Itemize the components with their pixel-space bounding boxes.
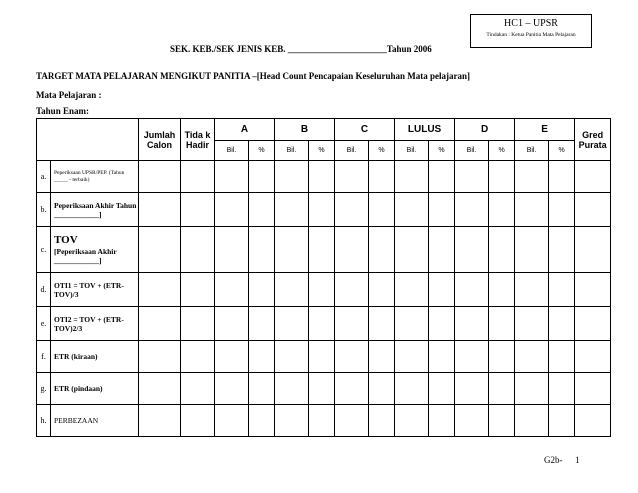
row-label: [Peperiksaan Akhir ____________] [54, 247, 117, 266]
row-label: OTI2 = TOV + (ETR-TOV)2/3 [51, 307, 139, 341]
e-pct-header: % [549, 141, 575, 161]
table-row [37, 193, 611, 227]
grade-a-header: A [215, 119, 275, 141]
school-line: SEK. KEB./SEK JENIS KEB. ______________________Tahun 2006 [170, 44, 432, 54]
row-letter: c. [37, 227, 51, 273]
row-label: OTI1 = TOV + (ETR-TOV)/3 [51, 273, 139, 307]
row-letter: b. [37, 193, 51, 227]
a-bil-header: Bil. [215, 141, 249, 161]
page-number: 1 [575, 455, 580, 465]
b-pct-header: % [309, 141, 335, 161]
row-label: ETR (kiraan) [51, 341, 139, 373]
b-bil-header: Bil. [275, 141, 309, 161]
row-label-cell [51, 227, 139, 273]
row-label: Peperiksaan UPSR/PEP. (Tahun _____ - terbaik) [51, 161, 139, 193]
e-bil-header: Bil. [515, 141, 549, 161]
row-letter: f. [37, 341, 51, 373]
d-pct-header: % [489, 141, 515, 161]
form-action-note: Tindakan : Ketua Panitia Mata Pelajaran [486, 32, 576, 38]
lulus-bil-header: Bil. [395, 141, 429, 161]
table-row [37, 273, 611, 307]
target-title: TARGET MATA PELAJARAN MENGIKUT PANITIA –[Head Count Pencapaian Keseluruhan Mata pelajaran] [36, 71, 471, 81]
year-label: Tahun Enam: [36, 106, 89, 116]
tov-label: TOV [54, 233, 78, 246]
grade-c-header: C [335, 119, 395, 141]
table-row [37, 373, 611, 405]
table-row [37, 307, 611, 341]
a-pct-header: % [249, 141, 275, 161]
table-row [37, 341, 611, 373]
page-footer [544, 455, 580, 465]
gred-purata-header: Gred Purata [575, 119, 611, 161]
row-label: Peperiksaan Akhir Tahun ____________] [51, 193, 139, 227]
grade-b-header: B [275, 119, 335, 141]
table-row [37, 405, 611, 437]
subject-label: Mata Pelajaran : [36, 90, 102, 100]
footer-code: G2b- [544, 455, 563, 465]
grade-d-header: D [455, 119, 515, 141]
grade-e-header: E [515, 119, 575, 141]
lulus-header: LULUS [395, 119, 455, 141]
target-table [36, 118, 611, 437]
row-label: PERBEZAAN [51, 405, 139, 437]
row-letter: h. [37, 405, 51, 437]
form-code: HC1 – UPSR [504, 18, 558, 29]
row-letter: g. [37, 373, 51, 405]
table-row [37, 227, 611, 273]
header-row [37, 119, 611, 141]
row-letter: a. [37, 161, 51, 193]
table-row [37, 161, 611, 193]
d-bil-header: Bil. [455, 141, 489, 161]
row-letter: e. [37, 307, 51, 341]
form-code-box [470, 14, 592, 48]
row-label: ETR (pindaan) [51, 373, 139, 405]
lulus-pct-header: % [429, 141, 455, 161]
c-bil-header: Bil. [335, 141, 369, 161]
tidak-hadir-header: Tida k Hadir [181, 119, 215, 161]
row-letter: d. [37, 273, 51, 307]
c-pct-header: % [369, 141, 395, 161]
header-blank-cell [37, 119, 139, 161]
jumlah-calon-header: Jumlah Calon [139, 119, 181, 161]
